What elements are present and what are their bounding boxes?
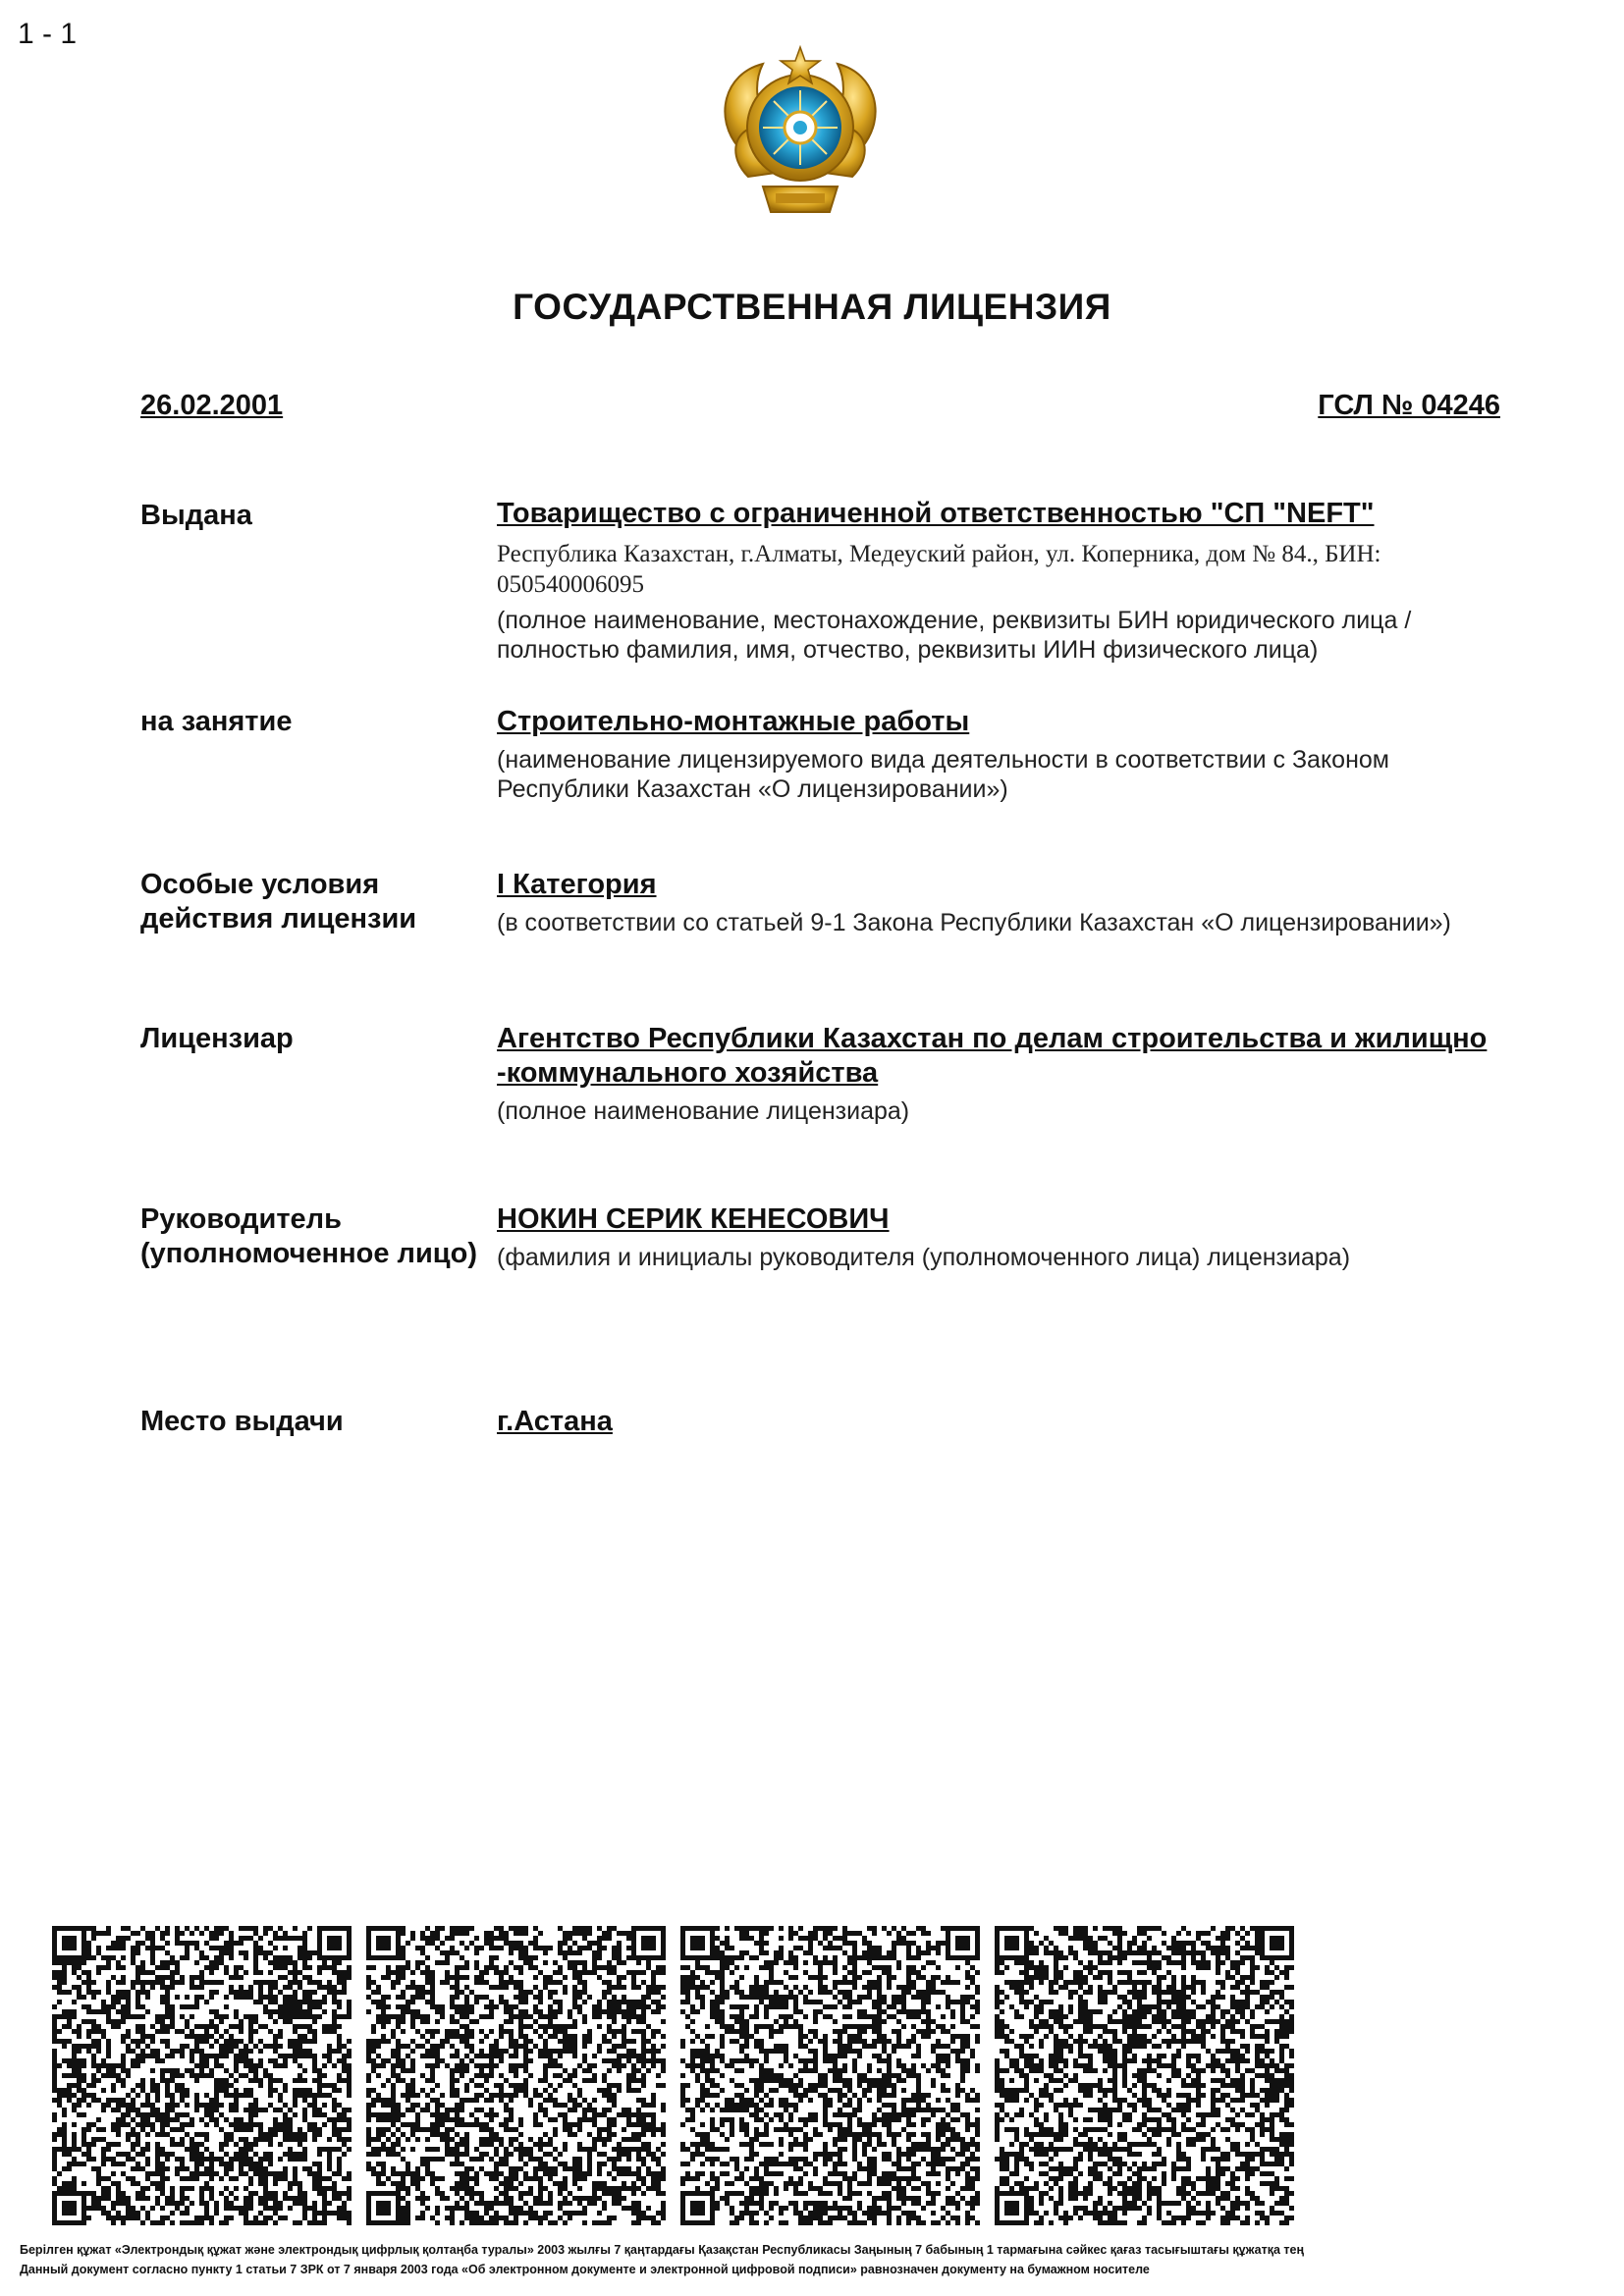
legal-footer [20, 2240, 1610, 2279]
state-emblem-icon [709, 39, 892, 222]
special-conditions-label-line2: действия лицензии [140, 903, 417, 934]
page-number: 1 - 1 [18, 18, 78, 50]
licensor-note: (полное наименование лицензиара) [497, 1097, 910, 1125]
place-value: г.Астана [497, 1406, 613, 1437]
issue-date: 26.02.2001 [140, 390, 284, 421]
qr-code-icon [680, 1926, 980, 2225]
special-conditions-value: I Категория [497, 869, 657, 900]
licensor-value: Агентство Республики Казахстан по делам строительства и жилищно -коммунального хозяйства [497, 1023, 1488, 1089]
licensor-label: Лицензиар [140, 1023, 294, 1054]
head-block [497, 1202, 1508, 1272]
activity-label: на занятие [140, 706, 293, 737]
head-value: НОКИН СЕРИК КЕНЕСОВИЧ [497, 1203, 890, 1235]
qr-code-icon [366, 1926, 666, 2225]
head-label-line1: Руководитель [140, 1203, 342, 1235]
document-title: ГОСУДАРСТВЕННАЯ ЛИЦЕНЗИЯ [513, 287, 1111, 327]
issued-to-label: Выдана [140, 500, 252, 531]
special-conditions-label [140, 868, 416, 936]
qr-code-icon [995, 1926, 1294, 2225]
place-label: Место выдачи [140, 1406, 344, 1437]
footer-line-kz: Берілген құжат «Электрондық құжат және электрондық цифрлық қолтаңба туралы» 2003 жылғы 7 қаңтардағы Қазақстан Республикасы Заңының 7 бабының 1 тармағына сәйкес қағаз тасығыштағы құжатқа тең [20, 2243, 1304, 2257]
qr-code-icon [52, 1926, 352, 2225]
activity-block [497, 705, 1508, 804]
licensee-name: Товарищество с ограниченной ответственностью "СП "NEFT" [497, 498, 1375, 529]
special-conditions-label-line1: Особые условия [140, 869, 380, 900]
activity-value: Строительно-монтажные работы [497, 706, 970, 737]
activity-note: (наименование лицензируемого вида деятельности в соответствии с Законом Республики Казахстан «О лицензировании») [497, 746, 1389, 803]
place-block [497, 1405, 1508, 1439]
issued-to-block [497, 497, 1508, 665]
licensor-block [497, 1022, 1508, 1126]
footer-line-ru: Данный документ согласно пункту 1 статьи 7 ЗРК от 7 января 2003 года «Об электронном документе и электронной цифровой подписи» равнозначен документу на бумажном носителе [20, 2263, 1150, 2276]
head-label [140, 1202, 477, 1271]
head-note: (фамилия и инициалы руководителя (уполномоченного лица) лицензиара) [497, 1244, 1351, 1271]
license-number: ГСЛ № 04246 [1318, 390, 1500, 421]
head-label-line2: (уполномоченное лицо) [140, 1238, 477, 1269]
special-conditions-note: (в соответствии со статьей 9-1 Закона Республики Казахстан «О лицензировании») [497, 909, 1451, 936]
special-conditions-block [497, 868, 1508, 937]
licensee-address: Республика Казахстан, г.Алматы, Медеуский район, ул. Коперника, дом № 84., БИН: 050540006095 [497, 541, 1381, 598]
licensee-note: (полное наименование, местонахождение, реквизиты БИН юридического лица / полностью фамилия, имя, отчество, реквизиты ИИН физического лица) [497, 607, 1412, 664]
